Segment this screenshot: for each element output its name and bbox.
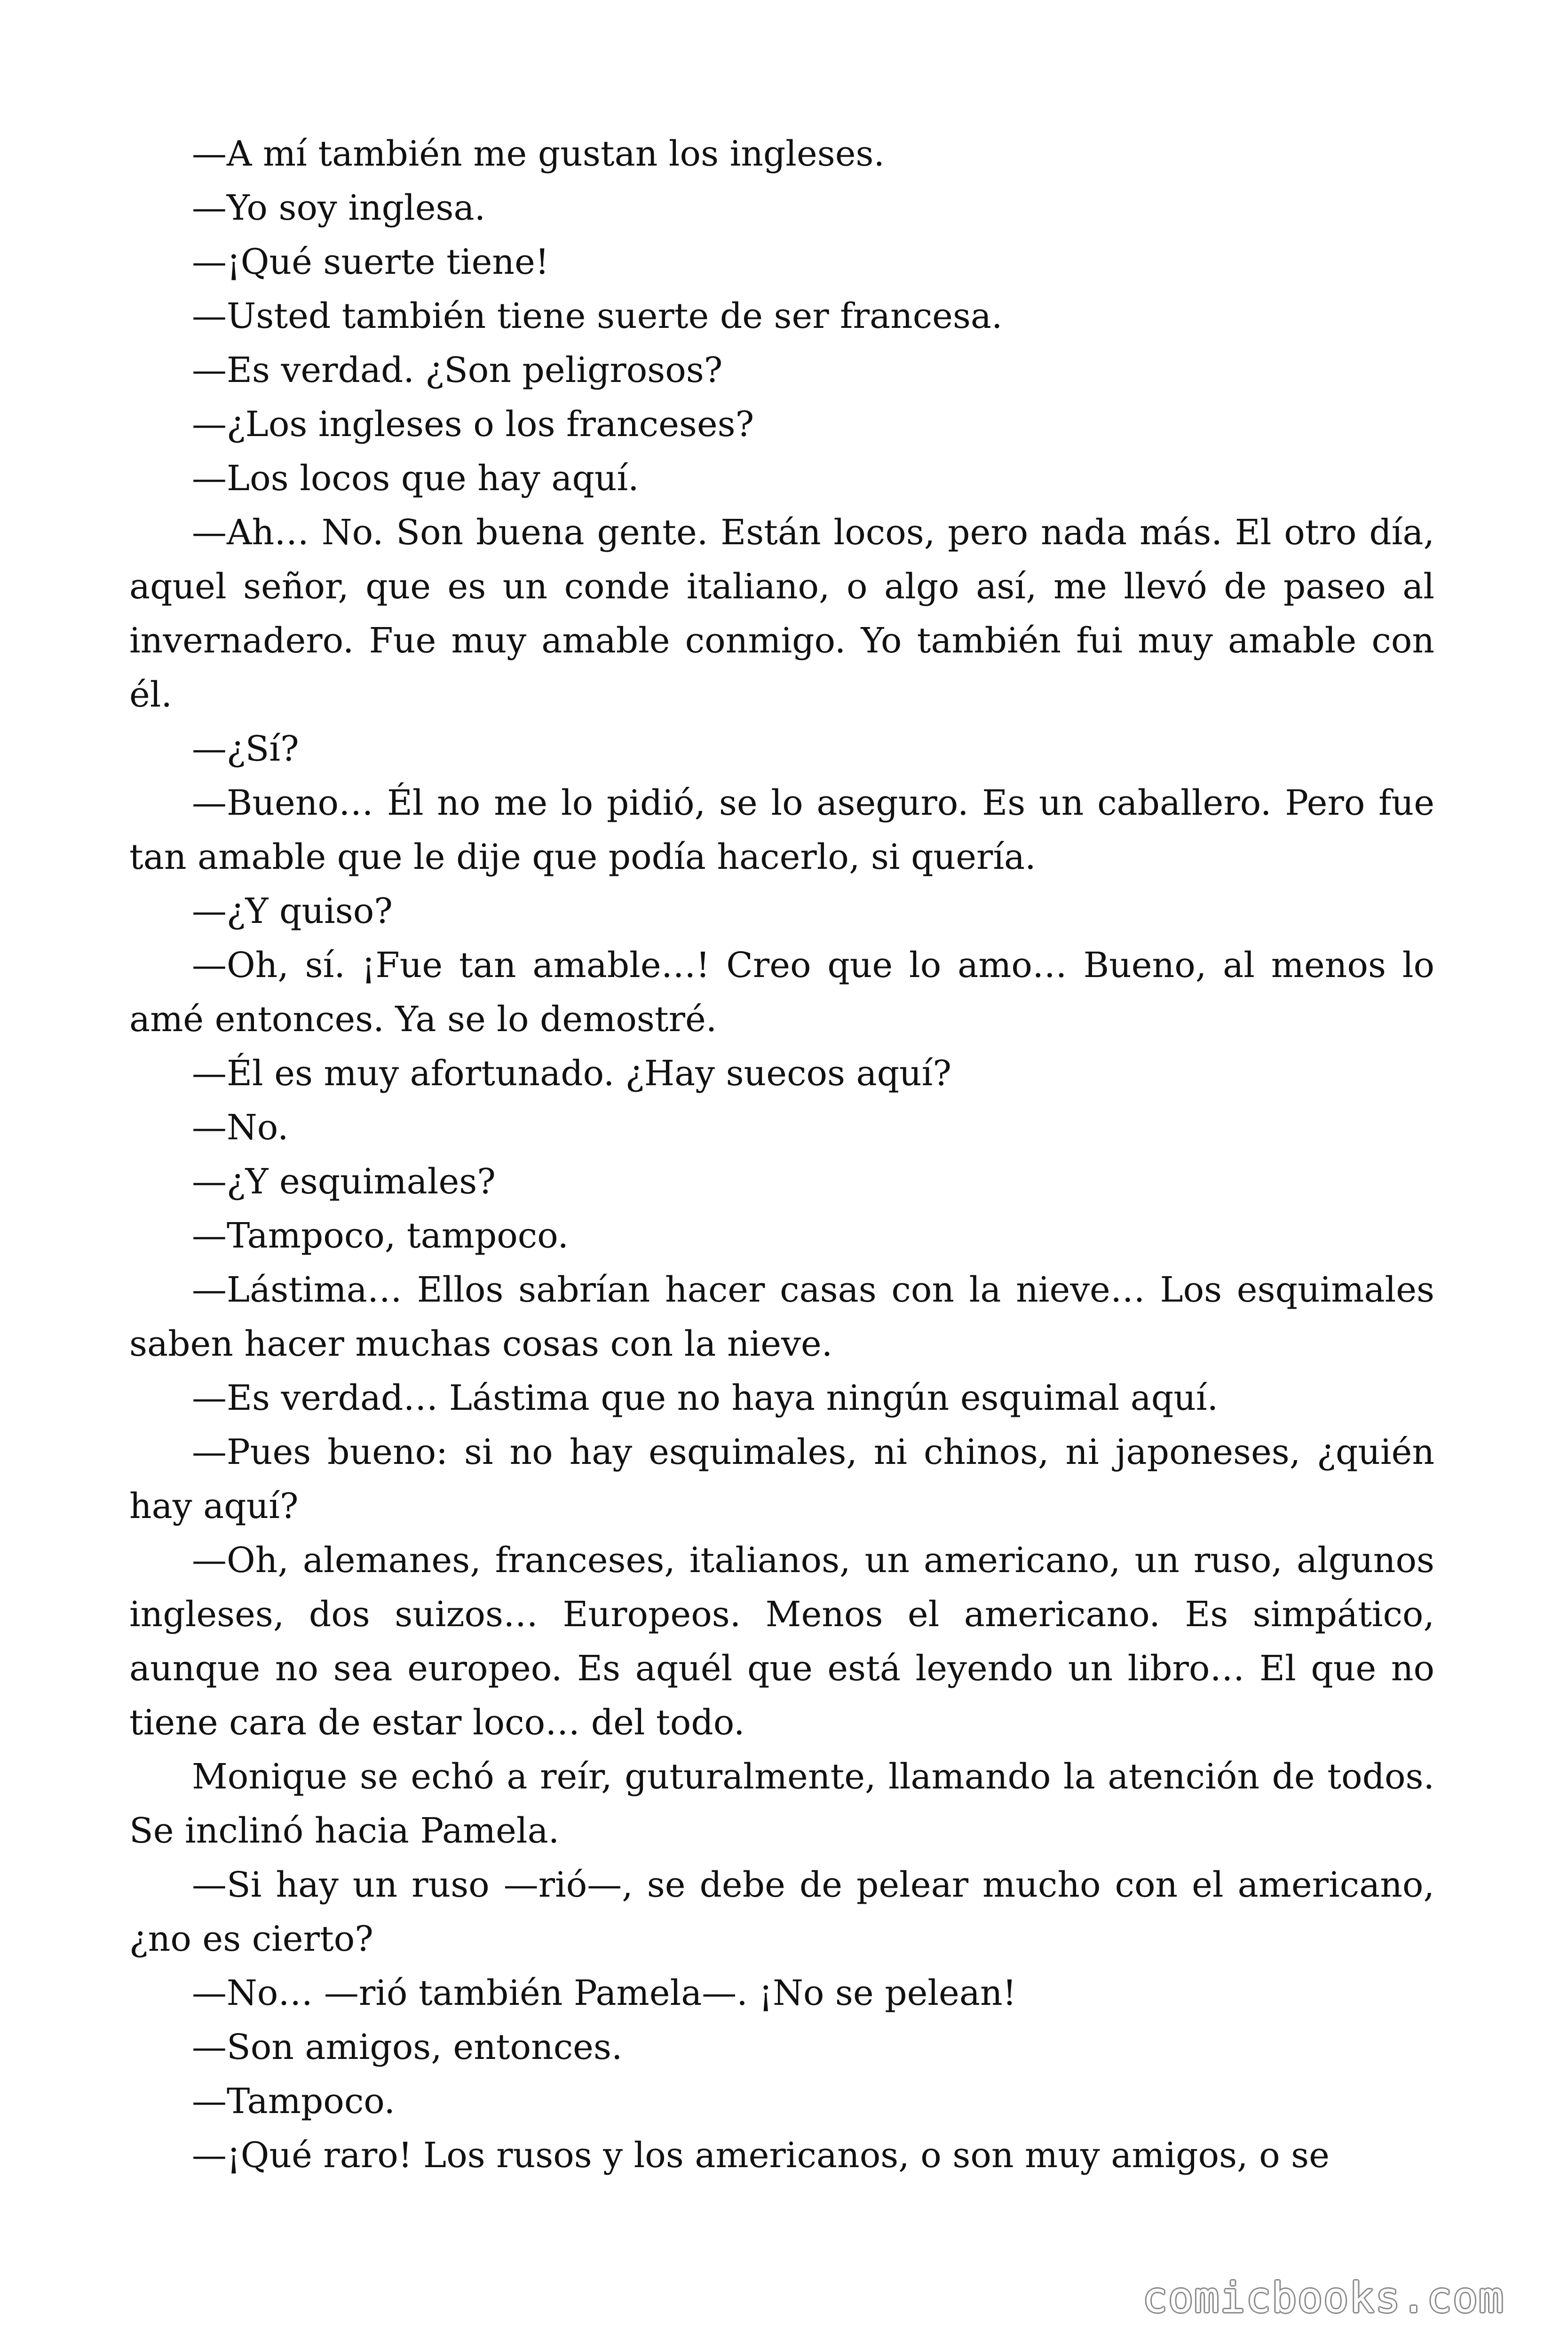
book-page-text [129,127,1434,2183]
paragraph: —Pues bueno: si no hay esquimales, ni chinos, ni japoneses, ¿quién hay aquí? [129,1432,1434,1526]
paragraph: —Son amigos, entonces. [192,2027,623,2067]
paragraph: —Usted también tiene suerte de ser francesa. [192,296,1003,336]
paragraph: —¿Y esquimales? [192,1161,496,1202]
paragraph: —Tampoco. [192,2081,396,2122]
paragraph: —¿Sí? [192,729,299,769]
paragraph: —Tampoco, tampoco. [192,1216,569,1256]
paragraph: —No… —rió también Pamela—. ¡No se pelean! [192,1973,1017,2013]
paragraph: —Oh, sí. ¡Fue tan amable…! Creo que lo amo… Bueno, al menos lo amé entonces. Ya se lo demostré. [129,945,1434,1040]
paragraph: Monique se echó a reír, guturalmente, llamando la atención de todos. Se inclinó hacia Pamela. [129,1756,1434,1851]
paragraph: —Oh, alemanes, franceses, italianos, un americano, un ruso, algunos ingleses, dos suizos… Europeos. Menos el americano. Es simpático, aunque no sea europeo. Es aquél que está leyendo un libro… El que no tiene cara de estar loco… del todo. [129,1540,1434,1743]
paragraph: —Él es muy afortunado. ¿Hay suecos aquí? [192,1053,951,1094]
paragraph: —¿Y quiso? [192,891,393,931]
paragraph: —Lástima… Ellos sabrían hacer casas con la nieve… Los esquimales saben hacer muchas cosas con la nieve. [129,1270,1434,1364]
paragraph: —Ah… No. Son buena gente. Están locos, pero nada más. El otro día, aquel señor, que es un conde italiano, o algo así, me llevó de paseo al invernadero. Fue muy amable conmigo. Yo también fui muy amable con él. [129,512,1434,715]
paragraph: —Bueno… Él no me lo pidió, se lo aseguro. Es un caballero. Pero fue tan amable que le dije que podía hacerlo, si quería. [129,783,1434,877]
paragraph: —Yo soy inglesa. [192,188,486,228]
paragraph: —A mí también me gustan los ingleses. [192,134,885,174]
paragraph: —¡Qué suerte tiene! [192,242,549,282]
paragraph: —¡Qué raro! Los rusos y los americanos, o son muy amigos, o se [192,2135,1330,2176]
paragraph: —No. [192,1107,289,1148]
paragraph: —Los locos que hay aquí. [192,458,639,499]
paragraph: —Es verdad. ¿Son peligrosos? [192,350,723,390]
watermark: comicbooks.com [1142,2273,1505,2322]
paragraph: —Es verdad… Lástima que no haya ningún esquimal aquí. [192,1378,1219,1418]
paragraph: —Si hay un ruso —rió—, se debe de pelear mucho con el americano, ¿no es cierto? [129,1865,1434,1959]
paragraph: —¿Los ingleses o los franceses? [192,404,754,445]
